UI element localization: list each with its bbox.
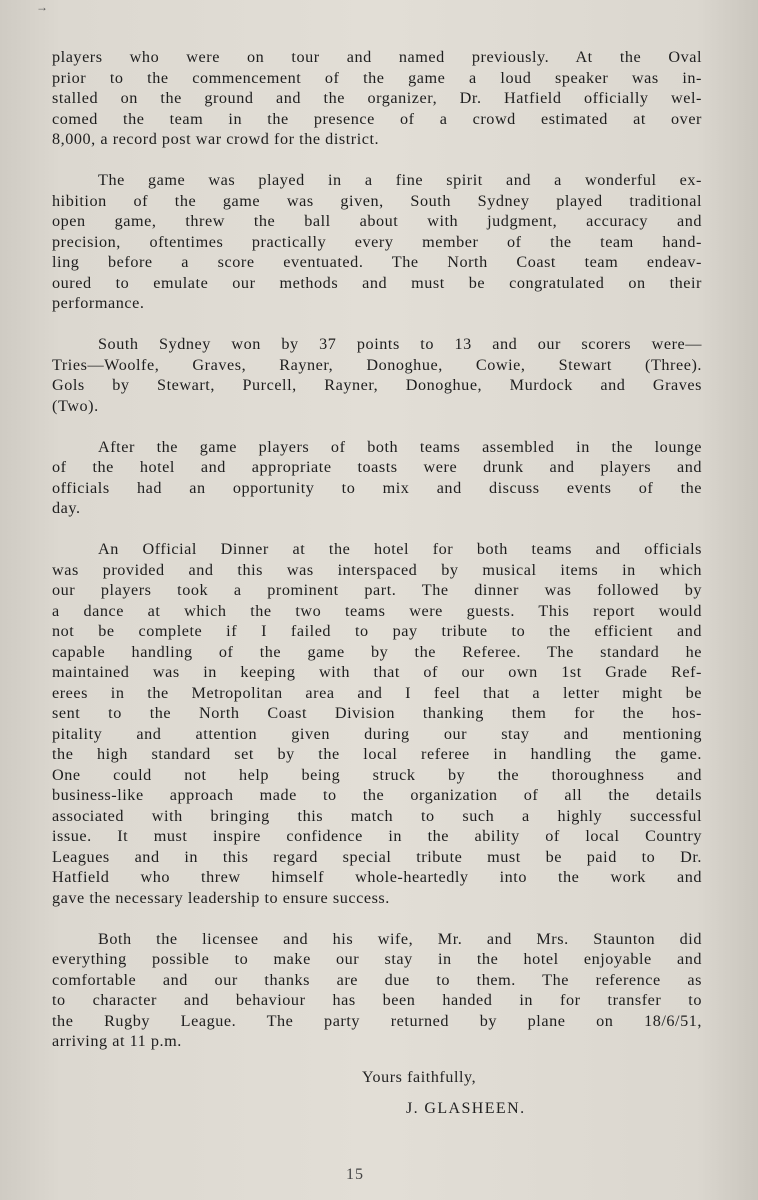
text-line: (Two).	[52, 396, 99, 415]
text-line: pitality and attention given during our stay and mentioning	[52, 724, 702, 743]
text-line: One could not help being struck by the thoroughness and	[52, 765, 702, 784]
text-line: the high standard set by the local referee in handling the game.	[52, 745, 702, 763]
paragraph-tour-welcome	[52, 47, 702, 150]
text-line: After the game players of both teams assembled in the lounge	[98, 437, 702, 456]
corner-mark: →	[36, 0, 48, 14]
text-line: associated with bringing this match to such a highly successful	[52, 806, 702, 825]
text-line: The game was played in a fine spirit and a wonderful ex-	[98, 171, 702, 189]
text-line: to character and behaviour has been handed in for transfer to	[52, 991, 702, 1009]
text-line: open game, threw the ball about with judgment, accuracy and	[52, 212, 702, 230]
text-line: arriving at 11 p.m.	[52, 1032, 182, 1050]
text-line: 8,000, a record post war crowd for the district.	[52, 130, 380, 148]
paragraph-licensee-thanks	[52, 929, 702, 1052]
text-line: gave the necessary leadership to ensure success.	[52, 888, 390, 907]
text-line: the Rugby League. The party returned by plane on 18/6/51,	[52, 1011, 702, 1030]
text-line: issue. It must inspire confidence in the ability of local Country	[52, 827, 702, 845]
text-line: Gols by Stewart, Purcell, Rayner, Donoghue, Murdock and Graves	[52, 376, 702, 394]
text-line: comfortable and our thanks are due to them. The reference as	[52, 970, 702, 989]
text-line: business-like approach made to the organization of all the details	[52, 786, 702, 804]
text-line: officials had an opportunity to mix and discuss events of the	[52, 478, 702, 497]
text-line: sent to the North Coast Division thanking them for the hos-	[52, 704, 702, 722]
paragraph-official-dinner	[52, 539, 702, 908]
text-line: oured to emulate our methods and must be congratulated on their	[52, 273, 702, 292]
text-line: comed the team in the presence of a crowd estimated at over	[52, 109, 702, 128]
text-line: not be complete if I failed to pay tribute to the efficient and	[52, 622, 702, 640]
letter-body	[52, 47, 702, 1072]
text-line: our players took a prominent part. The dinner was followed by	[52, 581, 702, 599]
signature-name: J. GLASHEEN.	[406, 1100, 526, 1117]
text-line: An Official Dinner at the hotel for both teams and officials	[98, 540, 702, 558]
text-line: hibition of the game was given, South Sydney played traditional	[52, 191, 702, 210]
paragraph-after-game	[52, 437, 702, 519]
text-line: players who were on tour and named previously. At the Oval	[52, 48, 702, 66]
text-line: prior to the commencement of the game a loud speaker was in-	[52, 68, 702, 87]
text-line: Leagues and in this regard special tribute must be paid to Dr.	[52, 847, 702, 866]
text-line: stalled on the ground and the organizer, Dr. Hatfield officially wel-	[52, 89, 702, 107]
text-line: capable handling of the game by the Referee. The standard he	[52, 642, 702, 661]
text-line: Both the licensee and his wife, Mr. and Mrs. Staunton did	[98, 929, 702, 948]
paragraph-scorers	[52, 334, 702, 416]
text-line: was provided and this was interspaced by musical items in which	[52, 560, 702, 579]
text-line: a dance at which the two teams were guests. This report would	[52, 601, 702, 620]
text-line: erees in the Metropolitan area and I feel that a letter might be	[52, 683, 702, 702]
page-number: 15	[346, 1166, 364, 1183]
closing-salutation: Yours faithfully,	[362, 1069, 477, 1086]
text-line: Hatfield who threw himself whole-heartedly into the work and	[52, 868, 702, 886]
text-line: everything possible to make our stay in the hotel enjoyable and	[52, 950, 702, 968]
text-line: Tries—Woolfe, Graves, Rayner, Donoghue, Cowie, Stewart (Three).	[52, 355, 702, 374]
text-line: of the hotel and appropriate toasts were drunk and players and	[52, 458, 702, 476]
text-line: maintained was in keeping with that of our own 1st Grade Ref-	[52, 663, 702, 681]
text-line: South Sydney won by 37 points to 13 and our scorers were—	[98, 335, 702, 353]
text-line: day.	[52, 499, 81, 517]
text-line: performance.	[52, 294, 145, 312]
text-line: ling before a score eventuated. The North Coast team endeav-	[52, 253, 702, 271]
paragraph-game-description	[52, 170, 702, 314]
text-line: precision, oftentimes practically every member of the team hand-	[52, 232, 702, 251]
